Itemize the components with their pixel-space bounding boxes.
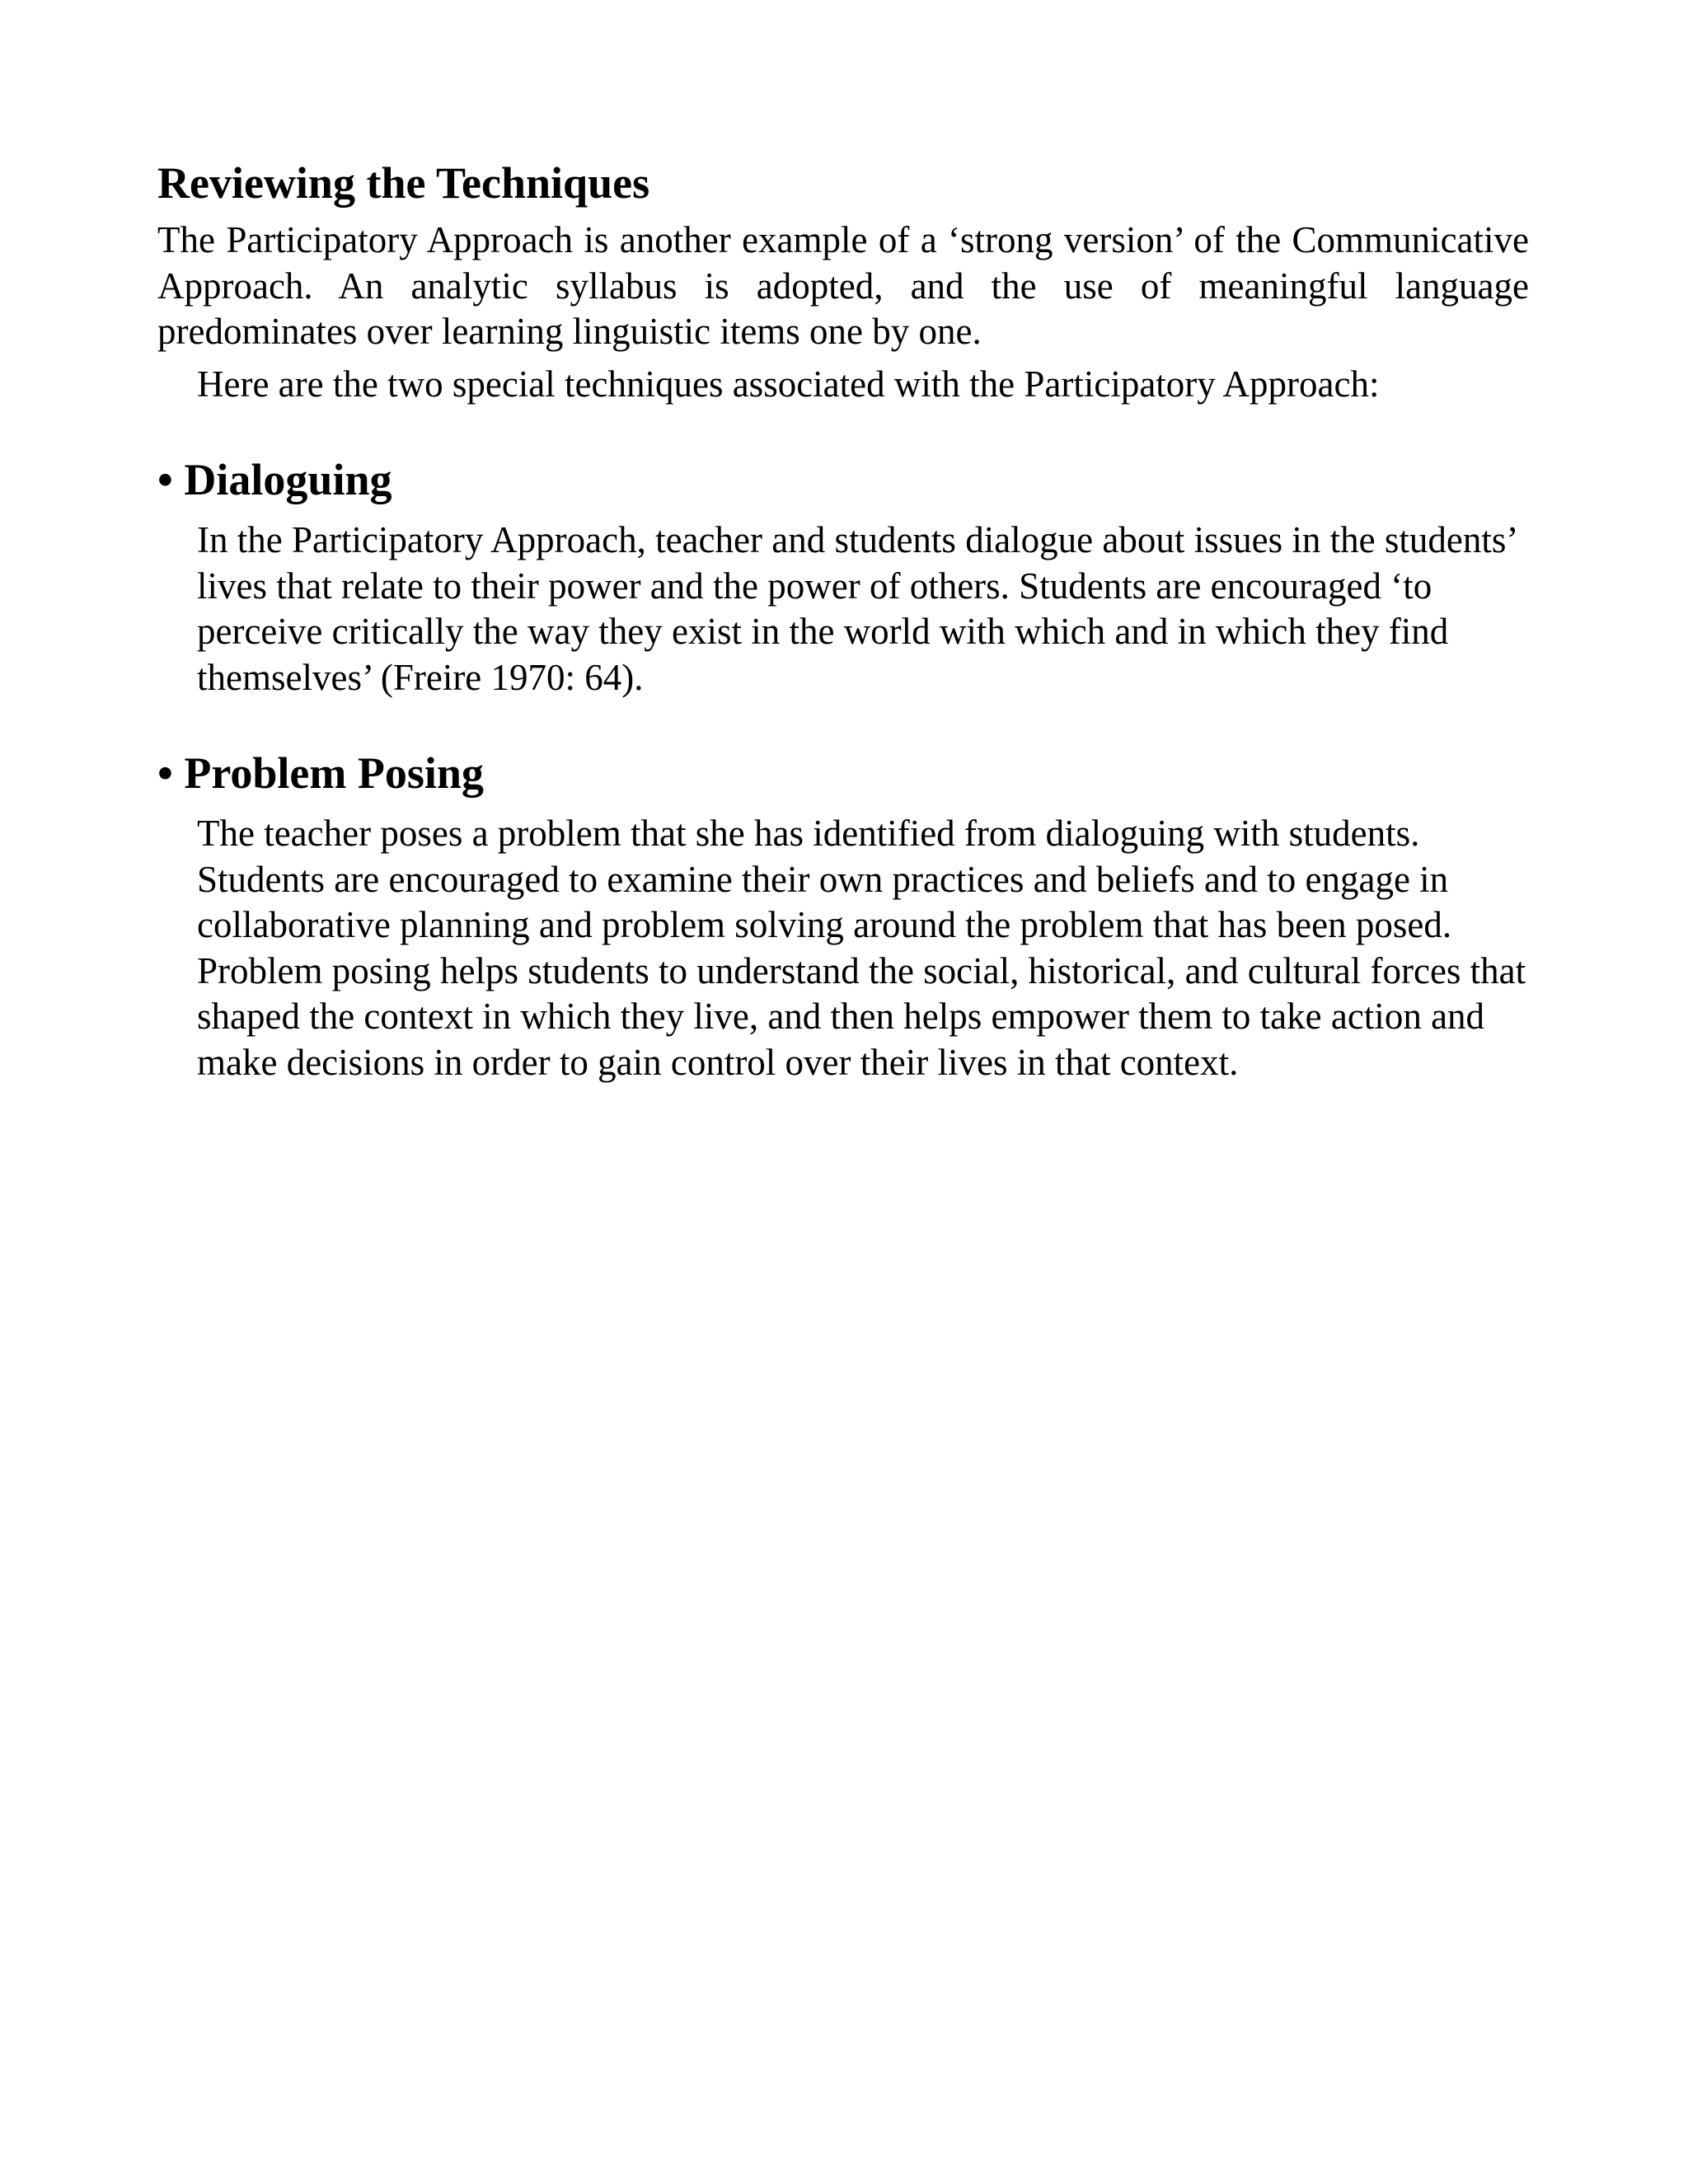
document-content <box>157 153 1529 1085</box>
section-heading <box>157 743 1529 803</box>
intro-paragraph: The Participatory Approach is another example of a ‘strong version’ of the Communicative Approach. An analytic syllabus is adopted, and the use of meaningful language predominates over learning linguistic items one by one. <box>157 219 1529 352</box>
section-heading-text: Problem Posing <box>184 748 484 798</box>
bullet-icon: • <box>157 748 173 798</box>
section-dialoguing <box>157 450 1529 701</box>
section-heading <box>157 450 1529 509</box>
section-problem-posing <box>157 743 1529 1085</box>
section-heading-text: Dialoguing <box>184 455 392 504</box>
bullet-icon: • <box>157 455 173 504</box>
section-body <box>157 518 1529 701</box>
section-paragraph: The teacher poses a problem that she has identified from dialoguing with students. Students are encouraged to examine their own practices and beliefs and to engage in collaborative planning and problem solving around the problem that has been posed. Problem posing helps students to understand the social, historical, and cultural forces that shaped the context in which they live, and then helps empower them to take action and make decisions in order to gain control over their lives in that context. <box>197 813 1526 1083</box>
section-paragraph: In the Participatory Approach, teacher and students dialogue about issues in the students’ lives that relate to their power and the power of others. Students are encouraged ‘to perceive critically the way they exist in the world with which and in which they find themselves’ (Freire 1970: 64). <box>197 519 1517 698</box>
lead-in-paragraph: Here are the two special techniques associated with the Participatory Approach: <box>197 363 1380 405</box>
section-body <box>157 811 1529 1085</box>
page-title: Reviewing the Techniques <box>157 158 650 208</box>
